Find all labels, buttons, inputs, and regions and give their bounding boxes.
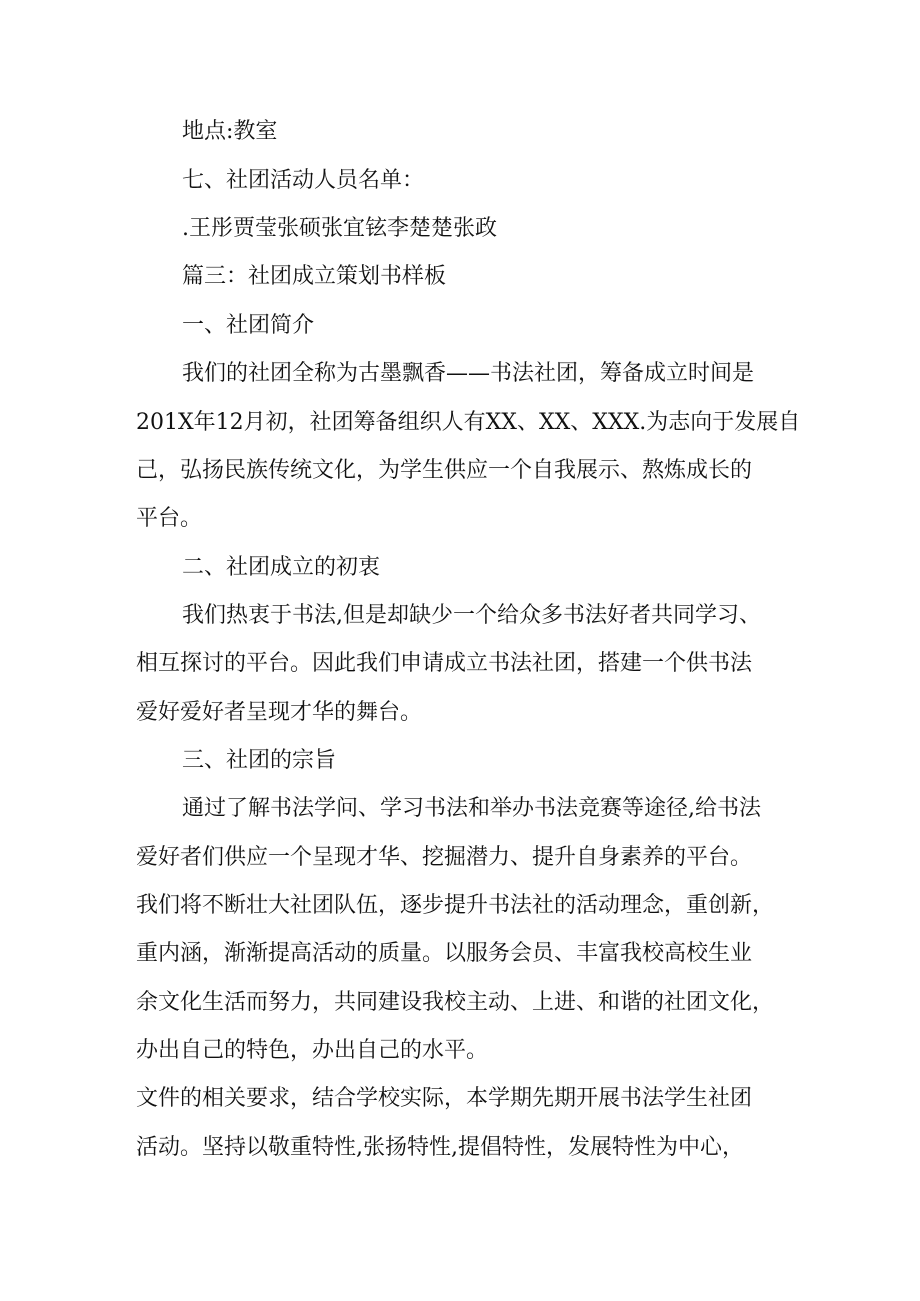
paragraph-line: 通过了解书法学问、学习书法和举办书法竞赛等途径,给书法	[182, 796, 761, 821]
paragraph-line: 爱好者们供应一个呈现才华、挖掘潜力、提升自身素养的平台。	[136, 845, 753, 870]
paragraph-line: 相互探讨的平台。因此我们申请成立书法社团，搭建一个供书法	[136, 651, 753, 676]
paragraph-line: 201X年12月初，社团筹备组织人有XX、XX、XXX.为志向于发展自	[136, 410, 801, 435]
section-1-heading: 一、社团简介	[182, 313, 315, 338]
paragraph-line: 重内涵，渐渐提高活动的质量。以服务会员、丰富我校高校生业	[136, 941, 753, 966]
section-7-heading: 七、社团活动人员名单：	[182, 168, 425, 193]
paragraph-line: 活动。坚持以敬重特性,张扬特性,提倡特性，发展特性为中心，	[136, 1135, 744, 1160]
paragraph-line: 己，弘扬民族传统文化，为学生供应一个自我展示、熬炼成长的	[136, 458, 753, 483]
paragraph-line: 我们热衷于书法,但是却缺少一个给众多书法好者共同学习、	[182, 603, 761, 628]
paragraph-line: 办出自己的特色，办出自己的水平。	[136, 1038, 489, 1063]
section-3-heading: 三、社团的宗旨	[182, 748, 337, 773]
location-line: 地点:教室	[182, 119, 278, 144]
member-list-line: .王彤贾莹张硕张宜铉李楚楚张政	[182, 216, 497, 241]
paragraph-line: 平台。	[136, 506, 203, 531]
section-2-heading: 二、社团成立的初衷	[182, 555, 381, 580]
paragraph-line: 爱好爱好者呈现才华的舞台。	[136, 700, 423, 725]
paragraph-line: 余文化生活而努力，共同建设我校主动、上进、和谐的社团文化，	[136, 990, 775, 1015]
paragraph-line: 我们将不断壮大社团队伍，逐步提升书法社的活动理念，重创新，	[136, 893, 775, 918]
paragraph-line: 文件的相关要求，结合学校实际，本学期先期开展书法学生社团	[136, 1086, 753, 1111]
chapter-3-title: 篇三：社团成立策划书样板	[182, 264, 447, 289]
paragraph-line: 我们的社团全称为古墨飘香——书法社团，筹备成立时间是	[182, 361, 755, 386]
